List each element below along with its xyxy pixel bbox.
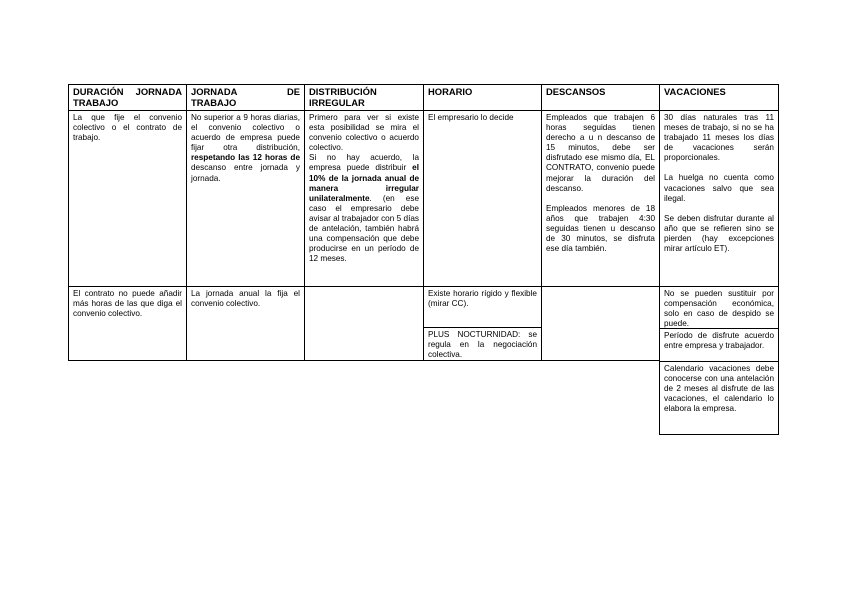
descansos-text-a: Empleados que trabajen 6 horas seguidas tienen derecho a u n descanso de 15 minutos, debe ser disfrutado ese mismo día, EL CONTRATO, convenio puede mejorar la duración del descanso. bbox=[546, 113, 655, 193]
cell-vacaciones-row2a: No se pueden sustituir por compensación económica, solo en caso de despido se puede. bbox=[659, 286, 779, 328]
distribucion-text-bold: el 10% de la jornada anual de manera irregular unilateralmente bbox=[309, 163, 419, 203]
cell-horario-row2a: Existe horario rígido y flexible (mirar CC). bbox=[423, 286, 541, 327]
cell-distribucion-row2 bbox=[304, 286, 423, 361]
cell-descansos-row1 bbox=[541, 110, 659, 286]
vacaciones-text-c: Se deben disfrutar durante al año que se refieren sino se pierden (hay excepciones mirar artículo ET). bbox=[664, 213, 774, 254]
jornada-text-c: descanso entre jornada y jornada. bbox=[191, 163, 300, 183]
jornada-text-bold: respetando las 12 horas de bbox=[191, 153, 300, 163]
jornada-text-a: No superior a 9 horas diarias, el convenio colectivo o acuerdo de empresa puede fijar otra distribución, bbox=[191, 113, 300, 153]
cell-vacaciones-row2b: Período de disfrute acuerdo entre empresa y trabajador. bbox=[659, 328, 779, 361]
distribucion-text-b: Si no hay acuerdo, la empresa puede distribuir bbox=[309, 153, 419, 173]
vacaciones-text-b: La huelga no cuenta como vacaciones salvo que sea ilegal. bbox=[664, 173, 774, 203]
cell-horario-row2b: PLUS NOCTURNIDAD: se regula en la negociación colectiva. bbox=[423, 327, 541, 361]
cell-jornada-row2: La jornada anual la fija el convenio colectivo. bbox=[186, 286, 304, 361]
distribucion-text-d: . (en ese caso el empresario debe avisar al trabajador con 5 días de antelación, también habrá una compensación que debe producirse en un período de 12 meses. bbox=[309, 193, 419, 264]
cell-distribucion-row1 bbox=[304, 110, 423, 286]
header-jornada-trabajo: JORNADA DE TRABAJO bbox=[186, 84, 304, 110]
header-descansos: DESCANSOS bbox=[541, 84, 659, 110]
cell-horario-row1: El empresario lo decide bbox=[423, 110, 541, 286]
cell-jornada-row1 bbox=[186, 110, 304, 286]
header-distribucion-irregular: DISTRIBUCIÓN IRREGULAR bbox=[304, 84, 423, 110]
cell-duracion-row1: La que fije el convenio colectivo o el contrato de trabajo. bbox=[68, 110, 186, 286]
cell-vacaciones-row2c: Calendario vacaciones debe conocerse con una antelación de 2 meses al disfrute de las vacaciones, el calendario lo elabora la empresa. bbox=[659, 361, 779, 435]
distribucion-text-a: Primero para ver si existe esta posibilidad se mira el convenio colectivo o acuerdo colectivo. bbox=[309, 113, 419, 153]
cell-duracion-row2: El contrato no puede añadir más horas de las que diga el convenio colectivo. bbox=[68, 286, 186, 361]
vacaciones-text-a: 30 días naturales tras 11 meses de trabajo, si no se ha trabajado 11 meses los días de vacaciones serán proporcionales. bbox=[664, 113, 774, 163]
cell-vacaciones-row1 bbox=[659, 110, 779, 286]
header-vacaciones: VACACIONES bbox=[659, 84, 779, 110]
cell-descansos-row2 bbox=[541, 286, 659, 361]
descansos-text-b: Empleados menores de 18 años que trabajen 4:30 seguidas tienen u descanso de 30 minutos, se disfruta ese día también. bbox=[546, 203, 655, 254]
header-horario: HORARIO bbox=[423, 84, 541, 110]
header-duracion-jornada: DURACIÓN JORNADA TRABAJO bbox=[68, 84, 186, 110]
